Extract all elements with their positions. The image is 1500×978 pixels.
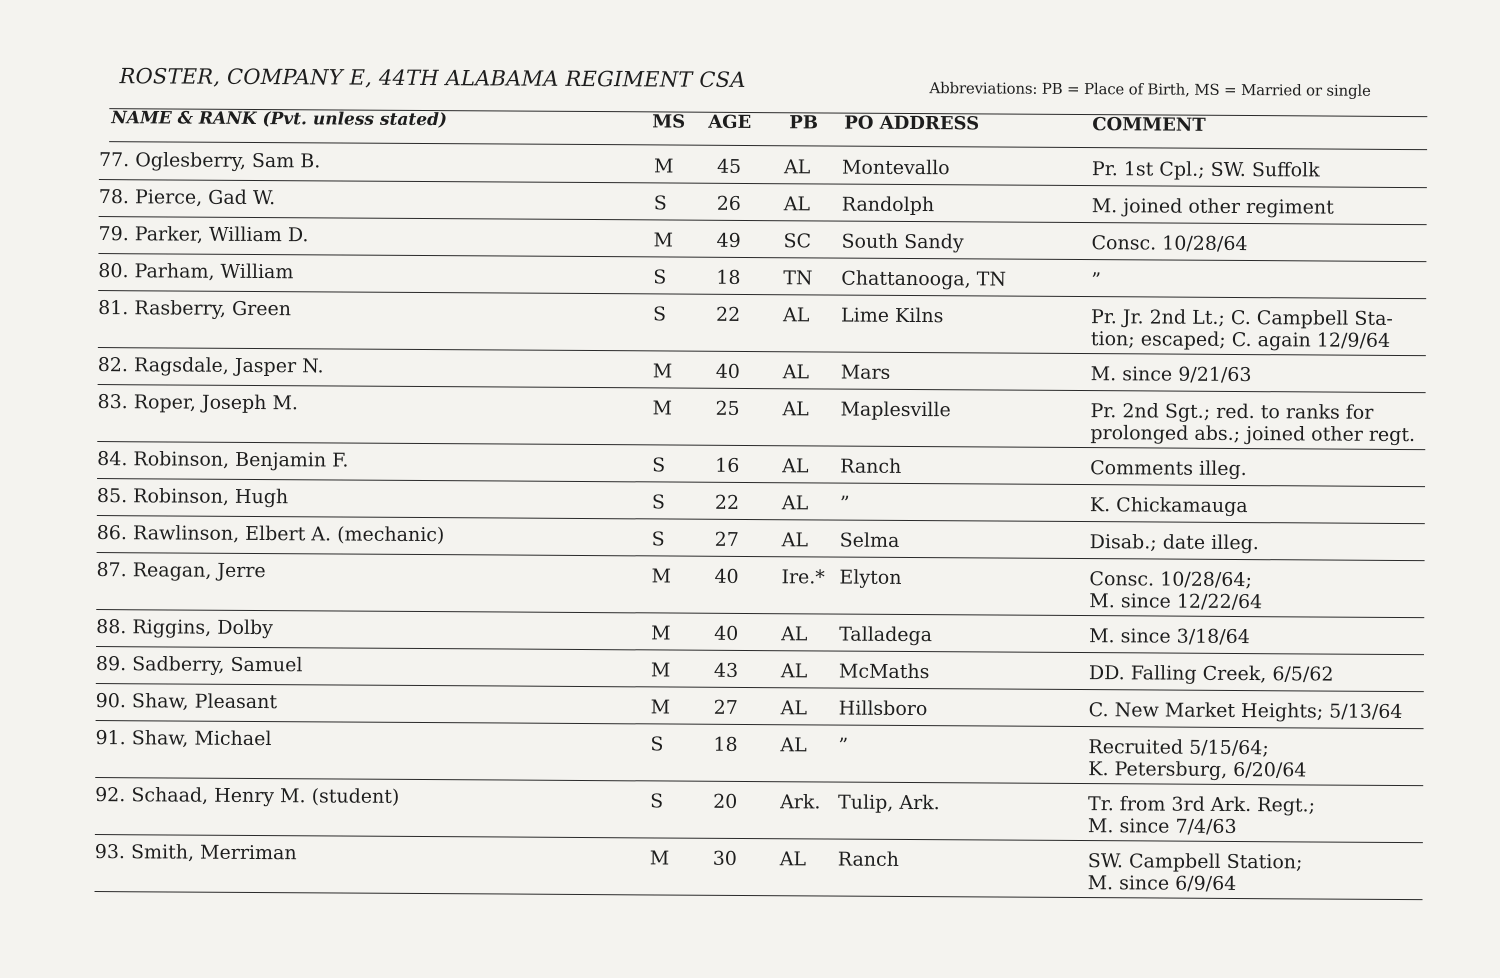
row-pb: AL <box>783 304 810 327</box>
row-comment: Pr. 2nd Sgt.; red. to ranks for prolonged abs.; joined other regt. <box>1090 400 1416 447</box>
row-age: 22 <box>716 303 741 326</box>
row-po-address: Maplesville <box>840 398 951 422</box>
roster-table <box>0 142 1499 900</box>
header-age: AGE <box>708 111 752 134</box>
row-po-address: McMaths <box>838 660 930 684</box>
row-comment: Comments illeg. <box>1090 457 1247 481</box>
row-ms: M <box>651 622 671 645</box>
row-pb: AL <box>782 455 809 478</box>
table-row <box>0 834 1495 900</box>
row-po-address: Mars <box>840 361 891 384</box>
row-po-address: Chattanooga, TN <box>841 267 1007 291</box>
row-ms: S <box>653 192 667 215</box>
row-name: 93. Smith, Merriman <box>94 841 297 865</box>
row-pb: AL <box>782 361 810 384</box>
row-pb: AL <box>783 156 811 179</box>
row-comment: ” <box>1091 269 1102 292</box>
row-po-address: Ranch <box>840 455 902 478</box>
row-age: 25 <box>715 397 740 420</box>
row-comment: M. since 9/21/63 <box>1090 363 1252 387</box>
row-ms: S <box>653 266 667 289</box>
row-name: 87. Reagan, Jerre <box>96 559 266 583</box>
row-ms: S <box>652 454 666 477</box>
row-comment: M. since 3/18/64 <box>1089 625 1250 649</box>
row-age: 40 <box>714 622 739 645</box>
row-po-address: Selma <box>839 529 900 552</box>
row-pb: AL <box>781 492 809 515</box>
row-age: 49 <box>716 229 741 252</box>
row-po-address: Montevallo <box>841 156 950 180</box>
row-name: 83. Roper, Joseph M. <box>97 391 299 415</box>
row-po-address: Lime Kilns <box>841 304 944 328</box>
header-name: NAME & RANK (Pvt. unless stated) <box>111 108 448 131</box>
header-comment: COMMENT <box>1092 114 1206 136</box>
row-ms: M <box>653 229 674 252</box>
row-po-address: Ranch <box>837 848 900 871</box>
row-comment: Tr. from 3rd Ark. Regt.; M. since 7/4/63 <box>1087 793 1316 838</box>
row-name: 90. Shaw, Pleasant <box>95 690 278 714</box>
row-age: 22 <box>714 491 740 514</box>
row-comment: Consc. 10/28/64; M. since 12/22/64 <box>1089 568 1263 614</box>
row-comment: K. Chickamauga <box>1089 494 1248 518</box>
row-pb: AL <box>780 734 807 757</box>
row-pb: Ark. <box>780 791 821 814</box>
row-name: 77. Oglesberry, Sam B. <box>98 149 321 173</box>
table-row <box>0 720 1496 786</box>
row-age: 26 <box>716 192 742 215</box>
row-comment: Recruited 5/15/64; K. Petersburg, 6/20/64 <box>1088 736 1307 782</box>
abbreviations-note: Abbreviations: PB = Place of Birth, MS = Married or single <box>929 79 1371 100</box>
row-name: 85. Robinson, Hugh <box>96 485 289 509</box>
row-comment: Pr. 1st Cpl.; SW. Suffolk <box>1091 158 1320 182</box>
row-age: 40 <box>715 360 740 383</box>
row-ms: M <box>649 847 670 870</box>
row-name: 91. Shaw, Michael <box>95 727 272 751</box>
row-comment: DD. Falling Creek, 6/5/62 <box>1088 662 1334 686</box>
row-age: 43 <box>713 659 739 682</box>
row-name: 78. Pierce, Gad W. <box>98 186 276 210</box>
row-pb: Ire.* <box>781 566 825 589</box>
row-pb: AL <box>779 848 807 871</box>
row-po-address: Tulip, Ark. <box>838 791 940 815</box>
row-pb: AL <box>781 529 809 552</box>
header-ms: MS <box>652 111 686 133</box>
row-po-address: Talladega <box>839 623 933 647</box>
header-pb: PB <box>789 112 819 134</box>
row-po-address: ” <box>838 734 849 757</box>
row-pb: SC <box>783 230 812 253</box>
row-age: 27 <box>714 528 739 551</box>
row-name: 82. Ragsdale, Jasper N. <box>97 354 324 378</box>
row-ms: S <box>650 790 664 813</box>
row-name: 92. Schaad, Henry M. (student) <box>95 784 400 808</box>
row-comment: C. New Market Heights; 5/13/64 <box>1088 699 1403 723</box>
row-po-address: Randolph <box>841 193 935 217</box>
row-po-address: Elyton <box>839 566 902 589</box>
row-comment: Pr. Jr. 2nd Lt.; C. Campbell Sta- tion; escaped; C. again 12/9/64 <box>1090 306 1393 352</box>
row-pb: TN <box>783 267 813 290</box>
row-name: 81. Rasberry, Green <box>98 297 292 321</box>
row-ms: M <box>653 155 674 178</box>
table-row <box>0 384 1498 450</box>
row-age: 27 <box>713 696 738 719</box>
row-po-address: Hillsboro <box>838 697 928 721</box>
row-pb: AL <box>781 623 808 646</box>
row-ms: M <box>651 565 672 588</box>
row-ms: S <box>651 491 666 514</box>
table-row <box>0 552 1497 618</box>
row-ms: M <box>650 696 671 719</box>
table-row <box>0 290 1498 356</box>
row-po-address: South Sandy <box>841 230 964 254</box>
row-age: 20 <box>713 790 738 813</box>
row-pb: AL <box>783 193 811 216</box>
row-ms: M <box>652 397 673 420</box>
document-title: ROSTER, COMPANY E, 44TH ALABAMA REGIMENT CSA <box>119 64 746 92</box>
row-name: 79. Parker, William D. <box>98 223 309 247</box>
row-comment: Consc. 10/28/64 <box>1091 232 1248 256</box>
row-age: 18 <box>713 733 738 756</box>
header-po-address: PO ADDRESS <box>844 112 980 135</box>
row-ms: S <box>653 303 667 326</box>
row-ms: M <box>650 659 671 682</box>
row-age: 16 <box>715 454 740 477</box>
row-ms: S <box>650 733 664 756</box>
row-pb: AL <box>780 660 808 683</box>
row-name: 84. Robinson, Benjamin F. <box>97 448 349 472</box>
row-name: 86. Rawlinson, Elbert A. (mechanic) <box>96 522 445 547</box>
row-po-address: ” <box>839 492 850 515</box>
row-name: 88. Riggins, Dolby <box>96 616 273 640</box>
row-age: 30 <box>712 847 738 870</box>
row-pb: AL <box>780 697 808 720</box>
table-row <box>0 777 1495 843</box>
row-pb: AL <box>782 398 809 421</box>
row-comment: SW. Campbell Station; M. since 6/9/64 <box>1087 850 1303 895</box>
row-ms: S <box>651 528 665 551</box>
row-age: 40 <box>714 565 739 588</box>
row-ms: M <box>652 360 673 383</box>
row-name: 89. Sadberry, Samuel <box>95 653 303 677</box>
row-comment: M. joined other regiment <box>1091 195 1334 219</box>
row-comment: Disab.; date illeg. <box>1089 531 1259 555</box>
row-age: 45 <box>716 155 742 178</box>
row-name: 80. Parham, William <box>98 260 294 284</box>
row-age: 18 <box>716 266 741 289</box>
